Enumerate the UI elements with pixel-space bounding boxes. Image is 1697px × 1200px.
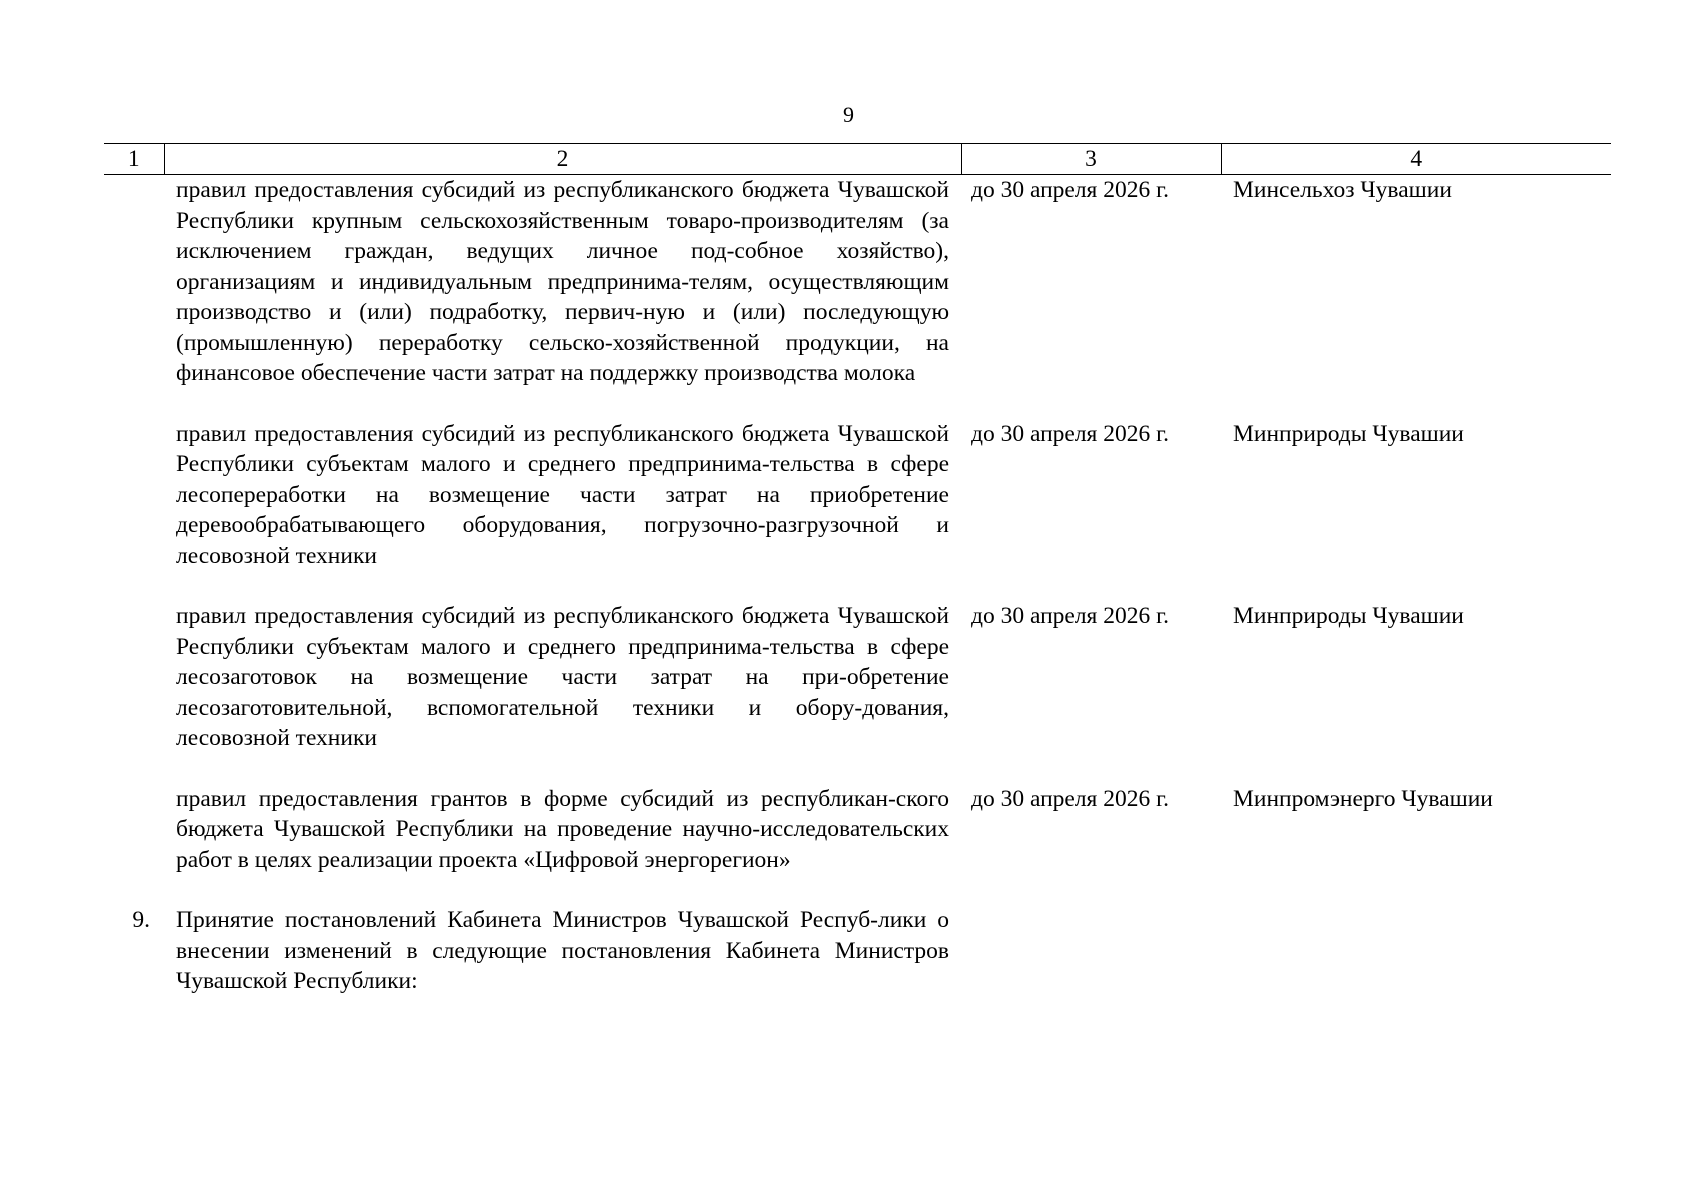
header-col-4: 4 — [1221, 144, 1611, 175]
row-text: правил предоставления субсидий из республиканского бюджета Чувашской Республики крупным сельскохозяйственным товаро-производителям (за исключением граждан, ведущих личное под-собное хозяйство), организациям и индивидуальным предпринима-телям, осуществляющим производство и (или) подработку, первич-ную и (или) последующую (промышленную) переработку сельско-хозяйственной продукции, на финансовое обеспечение части затрат на поддержку производства молока — [176, 177, 949, 386]
table-body — [104, 175, 1611, 1027]
row-deadline: до 30 апреля 2026 г. — [971, 785, 1169, 812]
row-number — [104, 601, 164, 784]
table-row — [104, 905, 1611, 1027]
plan-table — [104, 143, 1611, 1027]
row-responsible — [1221, 905, 1611, 1027]
row-responsible: Минприроды Чувашии — [1233, 420, 1464, 447]
row-number — [104, 419, 164, 602]
table-row — [104, 601, 1611, 784]
row-number — [104, 784, 164, 906]
table-row — [104, 784, 1611, 906]
row-text: правил предоставления субсидий из республиканского бюджета Чувашской Республики субъектам малого и среднего предпринима-тельства в сфере лесозаготовок на возмещение части затрат на при-обретение лесозаготовительной, вспомогательной техники и обору-дования, лесовозной техники — [176, 603, 949, 751]
row-deadline: до 30 апреля 2026 г. — [971, 177, 1169, 203]
row-responsible: Минпромэнерго Чувашии — [1233, 785, 1493, 812]
table-row — [104, 419, 1611, 602]
table-row — [104, 175, 1611, 419]
row-deadline: до 30 апреля 2026 г. — [971, 603, 1169, 629]
row-deadline — [961, 905, 1221, 1027]
row-responsible: Минприроды Чувашии — [1233, 603, 1464, 629]
table-header — [104, 144, 1611, 175]
header-row — [104, 144, 1611, 175]
header-col-3: 3 — [961, 144, 1221, 175]
row-text: правил предоставления субсидий из республиканского бюджета Чувашской Республики субъектам малого и среднего предпринима-тельства в сфере лесопереработки на возмещение части затрат на приобретение деревообрабатывающего оборудования, погрузочно-разгрузочной и лесовозной техники — [176, 420, 949, 569]
header-col-1: 1 — [104, 144, 164, 175]
row-text: правил предоставления грантов в форме субсидий из республикан-ского бюджета Чувашской Республики на проведение научно-исследовательских работ в целях реализации проекта «Цифровой энергорегион» — [176, 785, 949, 873]
row-number: 9. — [132, 907, 150, 933]
row-responsible: Минсельхоз Чувашии — [1233, 177, 1452, 203]
row-text: Принятие постановлений Кабинета Министров Чувашской Респуб-лики о внесении изменений в следующие постановления Кабинета Министров Чувашской Республики: — [176, 907, 949, 994]
row-deadline: до 30 апреля 2026 г. — [971, 420, 1169, 447]
header-col-2: 2 — [164, 144, 961, 175]
row-number — [104, 175, 164, 419]
page-number: 9 — [843, 102, 854, 127]
